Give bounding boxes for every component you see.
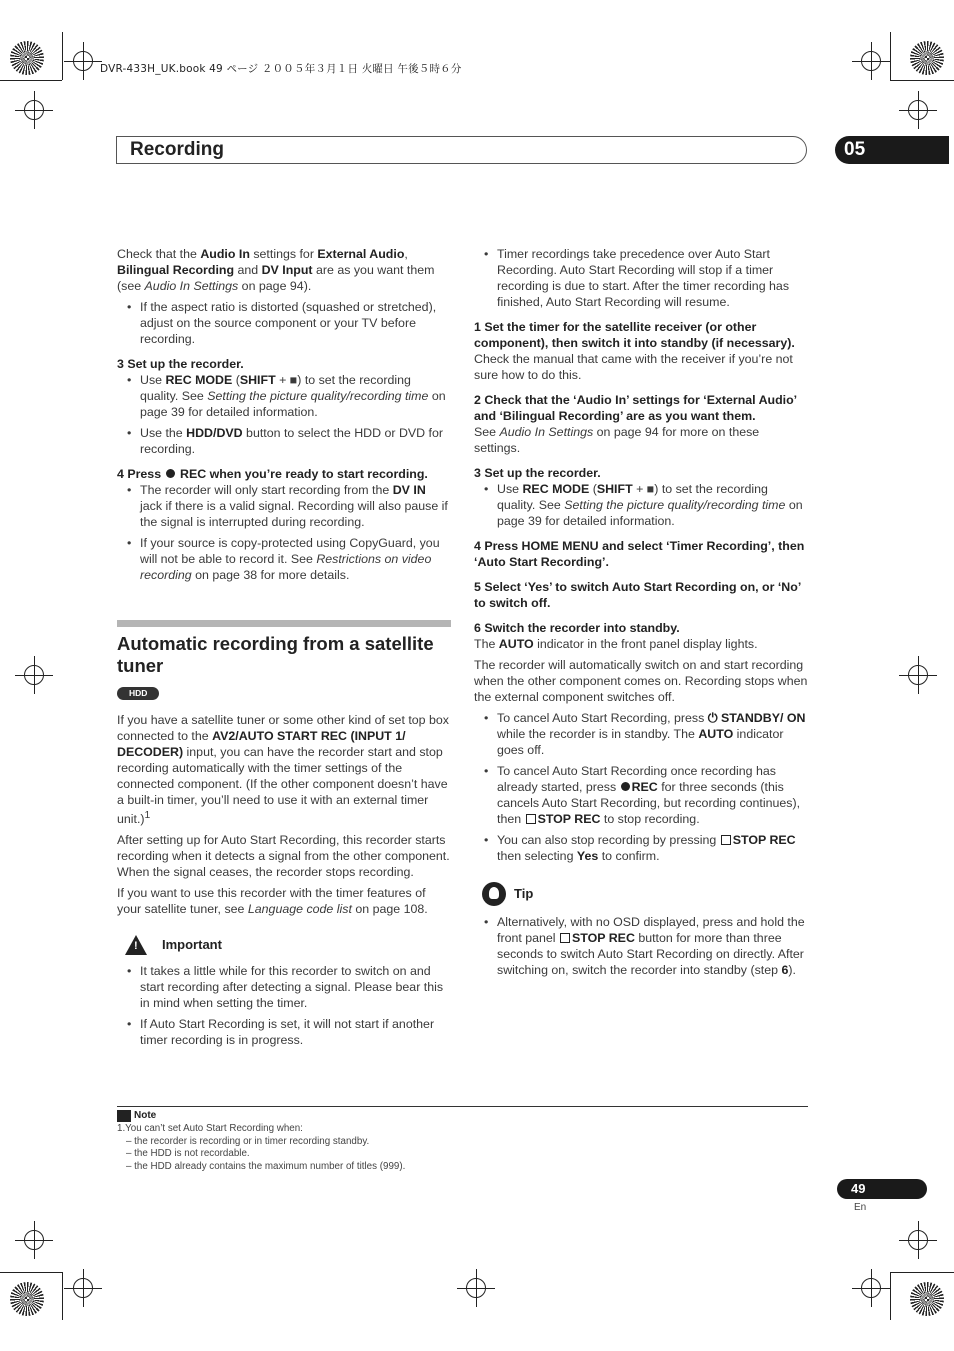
- stop-square-icon: [526, 814, 536, 824]
- pencil-icon: [117, 1110, 131, 1122]
- tip-callout: [482, 882, 808, 906]
- crop-mark: [890, 32, 891, 80]
- bullet-rec-mode: • Use REC MODE (SHIFT + ■) to set the recording quality. See Setting the picture quality/recording time on page 39 for detailed information.: [474, 481, 808, 529]
- registration-mark: [24, 100, 44, 120]
- page-number-tab: [837, 1179, 927, 1199]
- important-callout: [125, 935, 451, 955]
- chapter-tab: [835, 136, 949, 164]
- section-rule: [117, 620, 451, 627]
- step-3-heading: 3 Set up the recorder.: [474, 466, 601, 480]
- registration-star-bottom-left: [10, 1282, 44, 1316]
- crop-mark: [62, 32, 63, 80]
- bullet-hdd-dvd: • Use the HDD/DVD button to select the HDD or DVD for recording.: [117, 425, 451, 457]
- bullet-cancel-standby: • To cancel Auto Start Recording, press ⏻ STANDBY/ ON while the recorder is in standby. The AUTO indicator goes off.: [474, 710, 808, 758]
- section-title-bar: [116, 136, 807, 164]
- registration-star-top-left: [10, 41, 44, 75]
- satellite-paragraph: If you have a satellite tuner or some other kind of set top box connected to the AV2/AUTO START REC (INPUT 1/ DECODER) input, you can have the recorder start and stop recording automatically with the timer settings of the connected component. (If the other component doesn’t have a built-in timer, you’ll need to use it with an external timer unit.)$^1$: [117, 713, 449, 827]
- step-5-heading: 5 Select ‘Yes’ to switch Auto Start Recording on, or ‘No’ to switch off.: [474, 580, 801, 610]
- footnote-line: – the HDD is not recordable.: [126, 1148, 250, 1160]
- step-3-heading: 3 Set up the recorder.: [117, 357, 244, 371]
- registration-star-top-right: [910, 41, 944, 75]
- crop-mark: [62, 1272, 63, 1320]
- important-bullet: • It takes a little while for this recorder to switch on and start recording after detecting a signal. Please bear this in mind when setting the timer.: [117, 963, 451, 1011]
- bullet-stop-rec: • You can also stop recording by pressing STOP REC then selecting Yes to confirm.: [474, 832, 808, 864]
- chapter-number: 05: [844, 139, 866, 160]
- page-number: 49: [851, 1181, 866, 1196]
- bullet-cancel-recording: • To cancel Auto Start Recording once recording has already started, press REC for three seconds (this cancels Auto Start Recording, but recording continues), then STOP REC to stop recording.: [474, 763, 808, 827]
- registration-mark: [908, 1230, 928, 1250]
- step-1-text: Check the manual that came with the receiver if you’re not sure how to do this.: [474, 352, 793, 382]
- step-4-heading: 4 Press REC when you’re ready to start recording.: [117, 467, 428, 481]
- step-6-heading: 6 Switch the recorder into standby.: [474, 621, 680, 635]
- timer-paragraph: If you want to use this recorder with the timer features of your satellite tuner, see Language code list on page 108.: [117, 886, 428, 917]
- bullet-timer-precedence: • Timer recordings take precedence over Auto Start Recording. Auto Start Recording will stop if a timer recording is due to start. After the timer recording has finished, Auto Start Recording will resume.: [474, 246, 808, 310]
- warning-icon: [125, 935, 147, 955]
- stop-square-icon: [560, 933, 570, 943]
- record-dot-icon: [166, 469, 175, 478]
- registration-star-bottom-right: [910, 1282, 944, 1316]
- crop-mark: [890, 80, 954, 81]
- page-language: En: [854, 1202, 867, 1213]
- left-column: [117, 246, 451, 1053]
- bullet-rec-mode: • Use REC MODE (SHIFT + ■) to set the recording quality. See Setting the picture quality/recording time on page 39 for detailed information.: [117, 372, 451, 420]
- hdd-badge: HDD: [117, 687, 159, 700]
- note-header: [117, 1108, 156, 1124]
- important-label: Important: [162, 937, 222, 953]
- registration-mark: [24, 665, 44, 685]
- registration-mark: [24, 1230, 44, 1250]
- crop-mark: [890, 1272, 891, 1320]
- crop-mark: [0, 1272, 62, 1273]
- stop-square-icon: [721, 835, 731, 845]
- step-4-heading: 4 Press HOME MENU and select ‘Timer Recording’, then ‘Auto Start Recording’.: [474, 539, 805, 569]
- registration-mark: [466, 1278, 486, 1298]
- registration-mark: [73, 1278, 93, 1298]
- lightbulb-icon: [482, 882, 506, 906]
- note-divider: [117, 1106, 808, 1107]
- footnote-line: 1.You can’t set Auto Start Recording when:: [117, 1123, 303, 1134]
- tip-label: Tip: [514, 886, 534, 901]
- important-bullet: • If Auto Start Recording is set, it will not start if another timer recording is in progress.: [117, 1016, 451, 1048]
- bullet-copyguard: • If your source is copy-protected using CopyGuard, you will not be able to record it. See Restrictions on video recording on page 38 for more details.: [117, 535, 451, 583]
- step-1-heading: 1 Set the timer for the satellite receiver (or other component), then switch it into standby (if necessary).: [474, 320, 795, 350]
- registration-mark: [908, 665, 928, 685]
- bullet-dv-in: • The recorder will only start recording from the DV IN jack if there is a valid signal. Recording will also pause if the signal is interrupted during recording.: [117, 482, 451, 530]
- footnotes: [117, 1123, 405, 1173]
- registration-mark: [861, 51, 881, 71]
- intro-paragraph: Check that the Audio In settings for External Audio, Bilingual Recording and DV Input are as you want them (see Audio In Settings on page 94).: [117, 247, 435, 293]
- registration-mark: [908, 100, 928, 120]
- step-2-heading: 2 Check that the ‘Audio In’ settings for ‘External Audio’ and ‘Bilingual Recording’ are as you want them.: [474, 393, 797, 423]
- footnote-ref: 1: [144, 810, 151, 821]
- footnote-line: – the recorder is recording or in timer recording standby.: [126, 1135, 370, 1147]
- step-2-text: See Audio In Settings on page 94 for more on these settings.: [474, 425, 760, 455]
- record-dot-icon: [621, 782, 630, 791]
- footnote-line: – the HDD already contains the maximum number of titles (999).: [126, 1160, 406, 1172]
- note-label: Note: [134, 1110, 157, 1121]
- crop-mark: [0, 80, 62, 81]
- bullet-aspect-ratio: • If the aspect ratio is distorted (squashed or stretched), adjust on the source component or your TV before recording.: [117, 299, 451, 347]
- auto-start-paragraph: After setting up for Auto Start Recording, this recorder starts recording when it detects a signal from the other component. When the signal ceases, the recorder stops recording.: [117, 833, 450, 880]
- registration-mark: [861, 1278, 881, 1298]
- tip-bullet: • Alternatively, with no OSD displayed, press and hold the front panel STOP REC button for more than three seconds to switch Auto Start Recording on directly. After switching on, switch the recorder into standby (step 6).: [474, 914, 808, 978]
- step-6-text: The AUTO indicator in the front panel display lights.: [474, 637, 758, 651]
- crop-mark: [890, 1272, 954, 1273]
- right-column: [474, 246, 808, 983]
- section-title: Recording: [130, 139, 224, 160]
- registration-mark: [73, 51, 93, 71]
- section-heading: Automatic recording from a satellite tuner: [117, 633, 434, 676]
- print-header: DVR-433H_UK.book 49 ページ ２００５年３月１日 火曜日 午後５時６分: [100, 63, 462, 75]
- auto-switch-paragraph: The recorder will automatically switch on and start recording when the other component comes on. Recording stops when the external component switches off.: [474, 658, 808, 704]
